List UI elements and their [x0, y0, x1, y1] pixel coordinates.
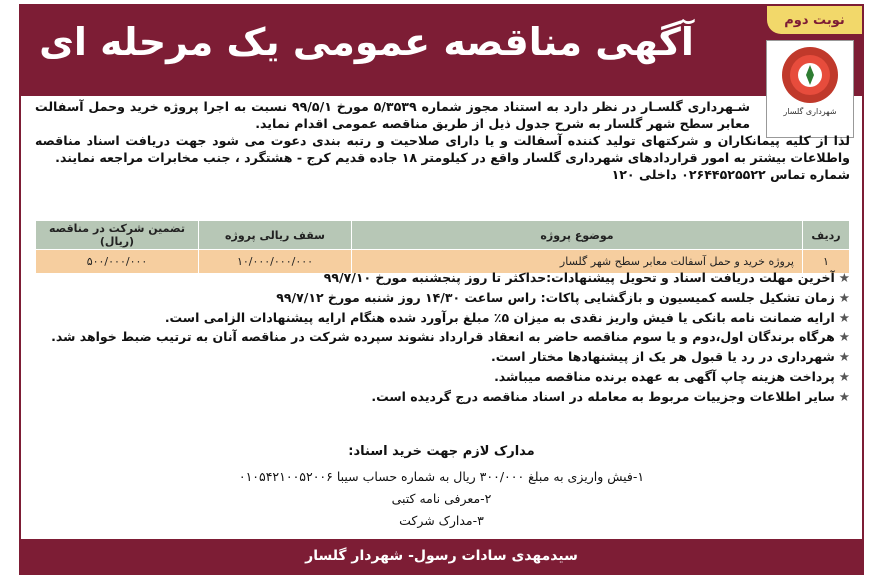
list-item: ۳-مدارک شرکت [399, 513, 484, 528]
tender-table [35, 220, 850, 274]
rose-emblem-icon [780, 45, 840, 105]
conditions-list [35, 268, 850, 407]
list-item: ۱-فیش واریزی به مبلغ ۳۰۰/۰۰۰ ریال به شماره حساب سیبا ۰۱۰۵۴۲۱۰۰۵۲۰۰۶ [238, 469, 645, 484]
list-item: ۲-معرفی نامه کتبی [391, 491, 492, 506]
cell-project-ceiling: ۱۰/۰۰۰/۰۰۰/۰۰۰ [199, 250, 352, 274]
header-project-ceiling: سقف ریالی پروژه [199, 221, 352, 250]
star-icon: ★ [838, 289, 850, 305]
round-badge: نوبت دوم [767, 6, 862, 34]
cell-project-subject: پروژه خرید و حمل آسفالت معابر سطح شهر گلسار [352, 250, 803, 274]
header-guarantee: تضمین شرکت در مناقصه (ریال) [36, 221, 199, 250]
logo-caption: شهرداری گلسار [783, 107, 837, 116]
star-icon: ★ [838, 349, 850, 365]
star-icon: ★ [838, 388, 850, 404]
header-banner [21, 6, 862, 96]
list-item: ★شهرداری در رد یا قبول هر یک از پیشنهادها مختار است. [490, 349, 850, 365]
header-project-subject: موضوع پروژه [352, 221, 803, 250]
cell-guarantee: ۵۰۰/۰۰۰/۰۰۰ [36, 250, 199, 274]
list-item: ★سایر اطلاعات وجزییات مربوط به معامله در اسناد مناقصه درج گردیده است. [371, 388, 850, 404]
intro-section [35, 98, 850, 183]
star-icon: ★ [838, 368, 850, 384]
notice-frame [19, 4, 864, 575]
page-title: آگهی مناقصه عمومی یک مرحله ای [39, 20, 694, 64]
star-icon: ★ [838, 309, 850, 325]
invite-paragraph: لذا از کلیه پیمانکاران و شرکتهای تولید کننده آسفالت و یا دارای صلاحیت و رتبه بندی دعوت می شود جهت دریافت اسناد مناقصه واطلاعات بیشتر به امور قراردادهای شهرداری گلسار واقع در کیلومتر ۱۸ جاده قدیم کرج - هشتگرد ، جنب مخابرات مراجعه نمایند. [35, 133, 850, 165]
cell-row-number: ۱ [803, 250, 850, 274]
list-item: ★زمان تشکیل جلسه کمیسیون و بازگشایی پاکات: راس ساعت ۱۴/۳۰ روز شنبه مورخ ۹۹/۷/۱۲ [276, 289, 850, 305]
list-item: ★آخرین مهلت دریافت اسناد و تحویل پیشنهادات:حداکثر تا روز پنجشنبه مورخ ۹۹/۷/۱۰ [323, 270, 850, 285]
required-docs-title: مدارک لازم جهت خرید اسناد: [348, 444, 535, 459]
required-docs-list [21, 466, 862, 532]
table-header-row [36, 221, 850, 250]
star-icon: ★ [838, 329, 850, 345]
phone-line: شماره تماس ۰۲۶۴۴۵۲۵۵۲۲ داخلی ۱۲۰ [611, 167, 850, 182]
intro-paragraph: شـهرداری گلسـار در نظر دارد به استناد مجوز شماره ۵/۳۵۳۹ مورخ ۹۹/۵/۱ نسبت به اجرا پروژه خرید وحمل آسفالت معابر سطح شهر گلسار به شرح جدول ذیل از طریق مناقصه عمومی اقدام نماید. [35, 99, 750, 131]
list-item: ★هرگاه برندگان اول،دوم و یا سوم مناقصه حاضر به انعقاد قرارداد نشوند سپرده شرکت در مناقصه آنان به ترتیب ضبط خواهد شد. [51, 329, 850, 345]
list-item: ★ارایه ضمانت نامه بانکی یا فیش واریز نقدی به میزان ۵٪ مبلغ برآورد شده هنگام ارایه پیشنهادات الزامی است. [164, 309, 850, 325]
list-item: ★پرداخت هزینه چاپ آگهی به عهده برنده مناقصه میباشد. [494, 368, 850, 384]
signature-footer: سیدمهدی سادات رسول- شهردار گلسار [21, 539, 862, 573]
header-row-number: ردیف [803, 221, 850, 250]
star-icon: ★ [838, 270, 850, 285]
